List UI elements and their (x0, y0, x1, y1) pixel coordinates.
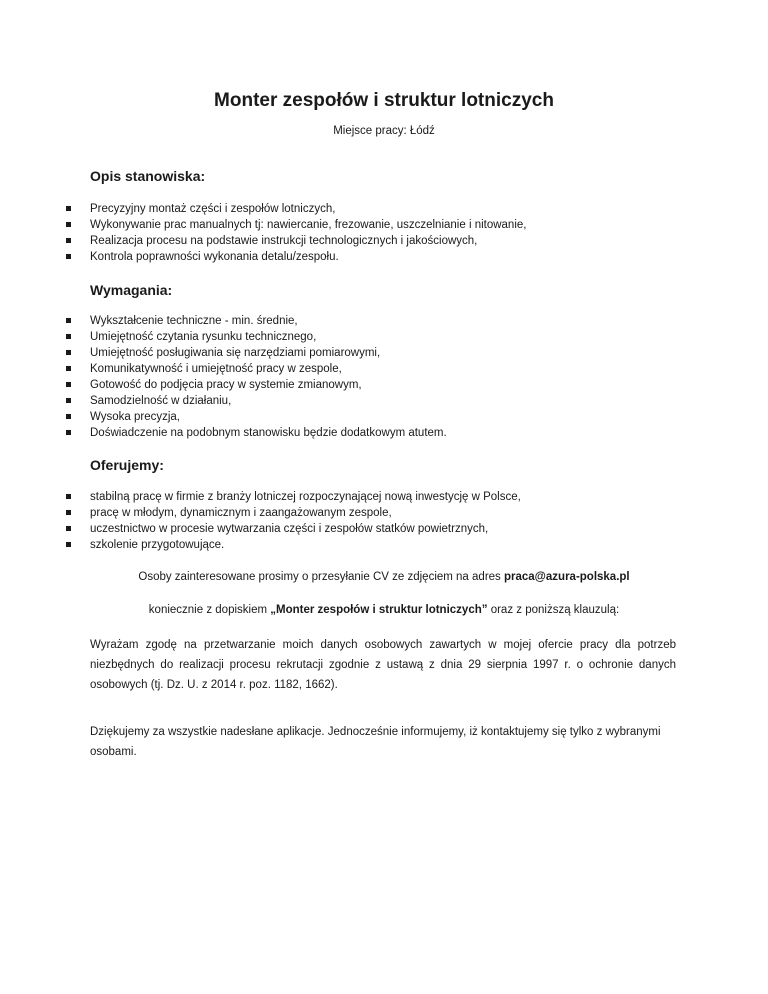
bullet-icon (66, 510, 71, 515)
list-item: Precyzyjny montaż części i zespołów lotniczych, (60, 201, 526, 217)
job-location: Miejsce pracy: Łódź (333, 125, 435, 137)
bullet-icon (66, 206, 71, 211)
consent-clause: Wyrażam zgodę na przetwarzanie moich danych osobowych zawartych w mojej ofercie pracy dla potrzeb niezbędnych do realizacji procesu rekrutacji zgodnie z ustawą z dnia 29 sierpnia 1997 r. o ochronie danych osobowych (tj. Dz. U. z 2014 r. poz. 1182, 1662). (90, 639, 676, 691)
list-item: stabilną pracę w firmie z branży lotniczej rozpoczynającej nową inwestycję w Polsce, (60, 489, 521, 505)
bullet-icon (66, 430, 71, 435)
bullet-icon (66, 494, 71, 499)
bullet-icon (66, 222, 71, 227)
list-item: Gotowość do podjęcia pracy w systemie zmianowym, (60, 377, 447, 393)
bullet-icon (66, 398, 71, 403)
list-item: Wysoka precyzja, (60, 409, 447, 425)
section-heading-offer: Oferujemy: (90, 457, 164, 473)
bullet-icon (66, 414, 71, 419)
page-title: Monter zespołów i struktur lotniczych (214, 90, 554, 111)
bullet-icon (66, 542, 71, 547)
contact-text: Osoby zainteresowane prosimy o przesyłanie CV ze zdjęciem na adres (138, 571, 504, 583)
thanks-note: Dziękujemy za wszystkie nadesłane aplikacje. Jednocześnie informujemy, iż kontaktujemy się tylko z wybranymi osobami. (90, 726, 661, 758)
offer-list (60, 489, 521, 553)
list-item: Umiejętność posługiwania się narzędziami pomiarowymi, (60, 345, 447, 361)
list-item: Doświadczenie na podobnym stanowisku będzie dodatkowym atutem. (60, 425, 447, 441)
note-suffix: oraz z poniższą klauzulą: (487, 604, 620, 616)
note-line (0, 604, 768, 616)
note-quoted-title: „Monter zespołów i struktur lotniczych” (270, 604, 488, 616)
bullet-icon (66, 350, 71, 355)
bullet-icon (66, 254, 71, 259)
list-item: Komunikatywność i umiejętność pracy w zespole, (60, 361, 447, 377)
requirements-list (60, 313, 447, 441)
list-item: uczestnictwo w procesie wytwarzania części i zespołów statków powietrznych, (60, 521, 521, 537)
list-item: Umiejętność czytania rysunku technicznego, (60, 329, 447, 345)
list-item: pracę w młodym, dynamicznym i zaangażowanym zespole, (60, 505, 521, 521)
bullet-icon (66, 526, 71, 531)
contact-email: praca@azura-polska.pl (504, 571, 630, 583)
section-heading-requirements: Wymagania: (90, 282, 173, 298)
list-item: szkolenie przygotowujące. (60, 537, 521, 553)
bullet-icon (66, 238, 71, 243)
note-prefix: koniecznie z dopiskiem (148, 604, 271, 616)
bullet-icon (66, 382, 71, 387)
contact-line (0, 571, 768, 583)
bullet-icon (66, 334, 71, 339)
list-item: Realizacja procesu na podstawie instrukcji technologicznych i jakościowych, (60, 233, 526, 249)
list-item: Kontrola poprawności wykonania detalu/zespołu. (60, 249, 526, 265)
list-item: Wykształcenie techniczne - min. średnie, (60, 313, 447, 329)
list-item: Samodzielność w działaniu, (60, 393, 447, 409)
bullet-icon (66, 366, 71, 371)
description-list (60, 201, 526, 265)
bullet-icon (66, 318, 71, 323)
section-heading-description: Opis stanowiska: (90, 168, 206, 184)
list-item: Wykonywanie prac manualnych tj: nawiercanie, frezowanie, uszczelnianie i nitowanie, (60, 217, 526, 233)
